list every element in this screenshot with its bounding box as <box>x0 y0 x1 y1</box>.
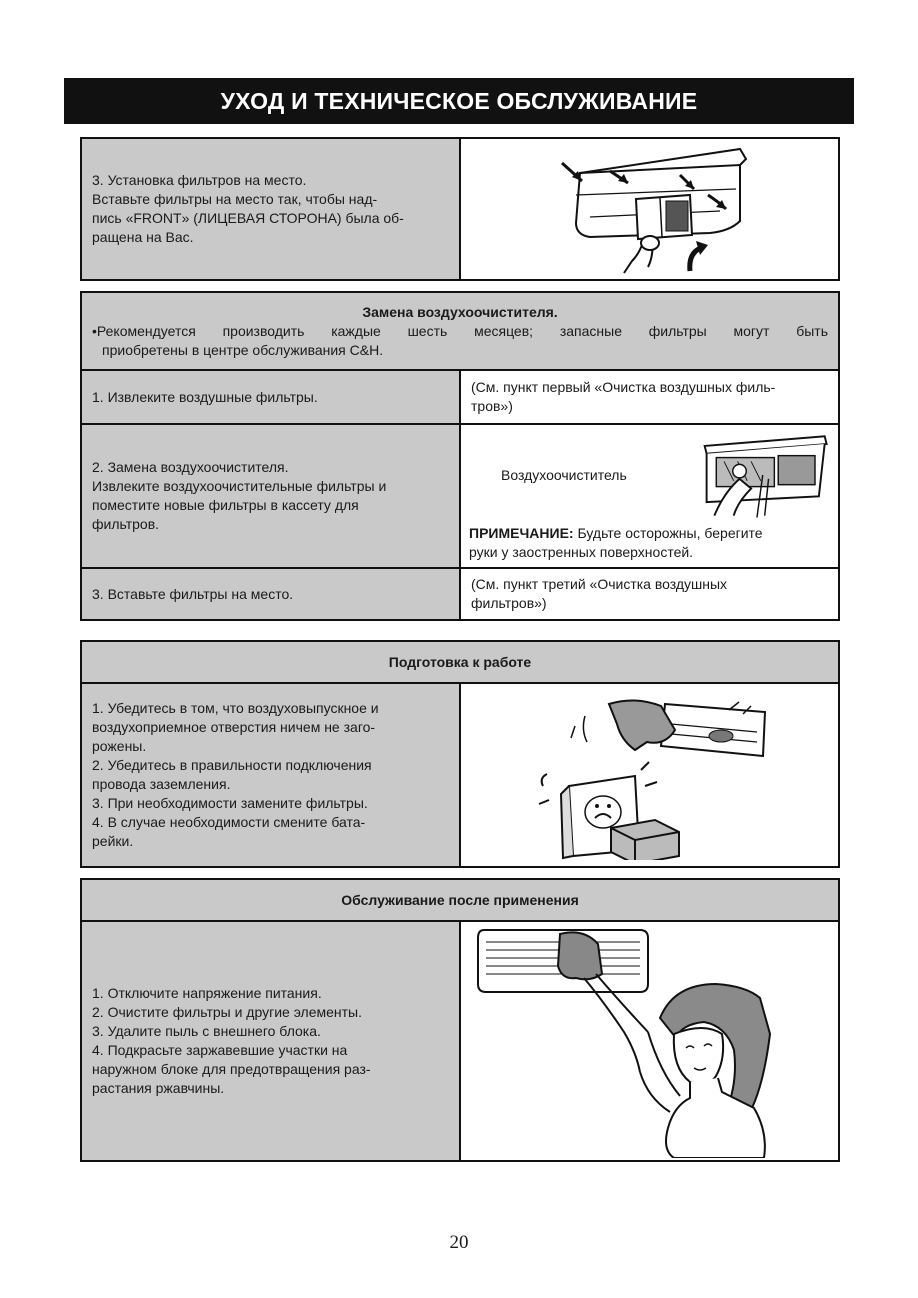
after-use-header <box>81 879 839 921</box>
section-title: Обслуживание после применения <box>341 891 579 908</box>
purifier-label: Воздухоочиститель <box>501 466 627 483</box>
text-line: 4. В случае необходимости смените бата- <box>92 814 366 830</box>
note-line: •Рекомендуется производить каждые шесть месяцев; запасные фильтры могут быть <box>92 322 829 339</box>
note-label: ПРИМЕЧАНИЕ: <box>469 525 574 541</box>
text-line: 4. Подкрасьте заржавевшие участки на <box>92 1042 348 1058</box>
reference-text: тров») <box>471 398 513 414</box>
text-line: 1. Отключите напряжение питания. <box>92 985 322 1001</box>
air-purifier-section <box>80 291 840 621</box>
reference-text: (См. пункт третий «Очистка воздушных <box>471 576 728 592</box>
after-use-text <box>81 921 460 1161</box>
step-text: поместите новые фильтры в кассету для <box>92 497 359 513</box>
page-number: 20 <box>449 1232 469 1253</box>
text-line: 3. Установка фильтров на место. <box>92 172 307 188</box>
text-line: рейки. <box>92 833 134 849</box>
text-line: провода заземления. <box>92 776 231 792</box>
step1-right <box>460 370 839 424</box>
step1-left <box>81 370 460 424</box>
text-line: пись «FRONT» (ЛИЦЕВАЯ СТОРОНА) была об- <box>92 210 404 226</box>
preparation-illustration <box>525 690 775 860</box>
preparation-header <box>81 641 839 683</box>
filter-install-illustration <box>540 143 760 275</box>
page-title: УХОД И ТЕХНИЧЕСКОЕ ОБСЛУЖИВАНИЕ <box>220 87 698 114</box>
text-line: 2. Очистите фильтры и другие элементы. <box>92 1004 362 1020</box>
filter-install-illustration-cell <box>460 138 839 280</box>
step3-left <box>81 568 460 620</box>
step-text: 3. Вставьте фильтры на место. <box>92 585 294 602</box>
section-title: Подготовка к работе <box>388 653 532 670</box>
preparation-illustration-cell <box>460 683 839 867</box>
air-purifier-illustration <box>695 431 830 519</box>
step-text: 1. Извлеките воздушные фильтры. <box>92 388 318 405</box>
text-line: ращена на Вас. <box>92 229 194 245</box>
note-text: Будьте осторожны, берегите <box>573 525 763 541</box>
note-text: руки у заостренных поверхностей. <box>469 544 694 560</box>
step3-right <box>460 568 839 620</box>
page-header <box>64 78 854 124</box>
text-line: 2. Убедитесь в правильности подключения <box>92 757 372 773</box>
note-line: приобретены в центре обслуживания C&H. <box>102 341 384 358</box>
section-title: Замена воздухоочистителя. <box>362 303 558 320</box>
reference-text: (См. пункт первый «Очистка воздушных филь- <box>471 379 776 395</box>
text-line: Вставьте фильтры на место так, чтобы над- <box>92 191 378 207</box>
step-text: фильтров. <box>92 516 160 532</box>
text-line: растания ржавчины. <box>92 1080 225 1096</box>
text-line: воздухоприемное отверстия ничем не заго- <box>92 719 376 735</box>
step2-left <box>81 424 460 568</box>
text-line: наружном блоке для предотвращения раз- <box>92 1061 371 1077</box>
filter-install-section <box>80 137 840 281</box>
reference-text: фильтров») <box>471 595 547 611</box>
filter-install-text <box>81 138 460 280</box>
after-use-illustration-cell <box>460 921 839 1161</box>
step-text: 2. Замена воздухоочистителя. <box>92 459 289 475</box>
air-purifier-header <box>81 292 839 370</box>
preparation-text <box>81 683 460 867</box>
cleaning-illustration <box>464 922 836 1158</box>
text-line: 1. Убедитесь в том, что воздуховыпускное и <box>92 700 379 716</box>
text-line: 3. При необходимости замените фильтры. <box>92 795 368 811</box>
step-text: Извлеките воздухоочистительные фильтры и <box>92 478 387 494</box>
warning-note <box>469 524 830 543</box>
text-line: 3. Удалите пыль с внешнего блока. <box>92 1023 321 1039</box>
text-line: рожены. <box>92 738 147 754</box>
preparation-section <box>80 640 840 868</box>
after-use-section <box>80 878 840 1162</box>
step2-right <box>460 424 839 568</box>
